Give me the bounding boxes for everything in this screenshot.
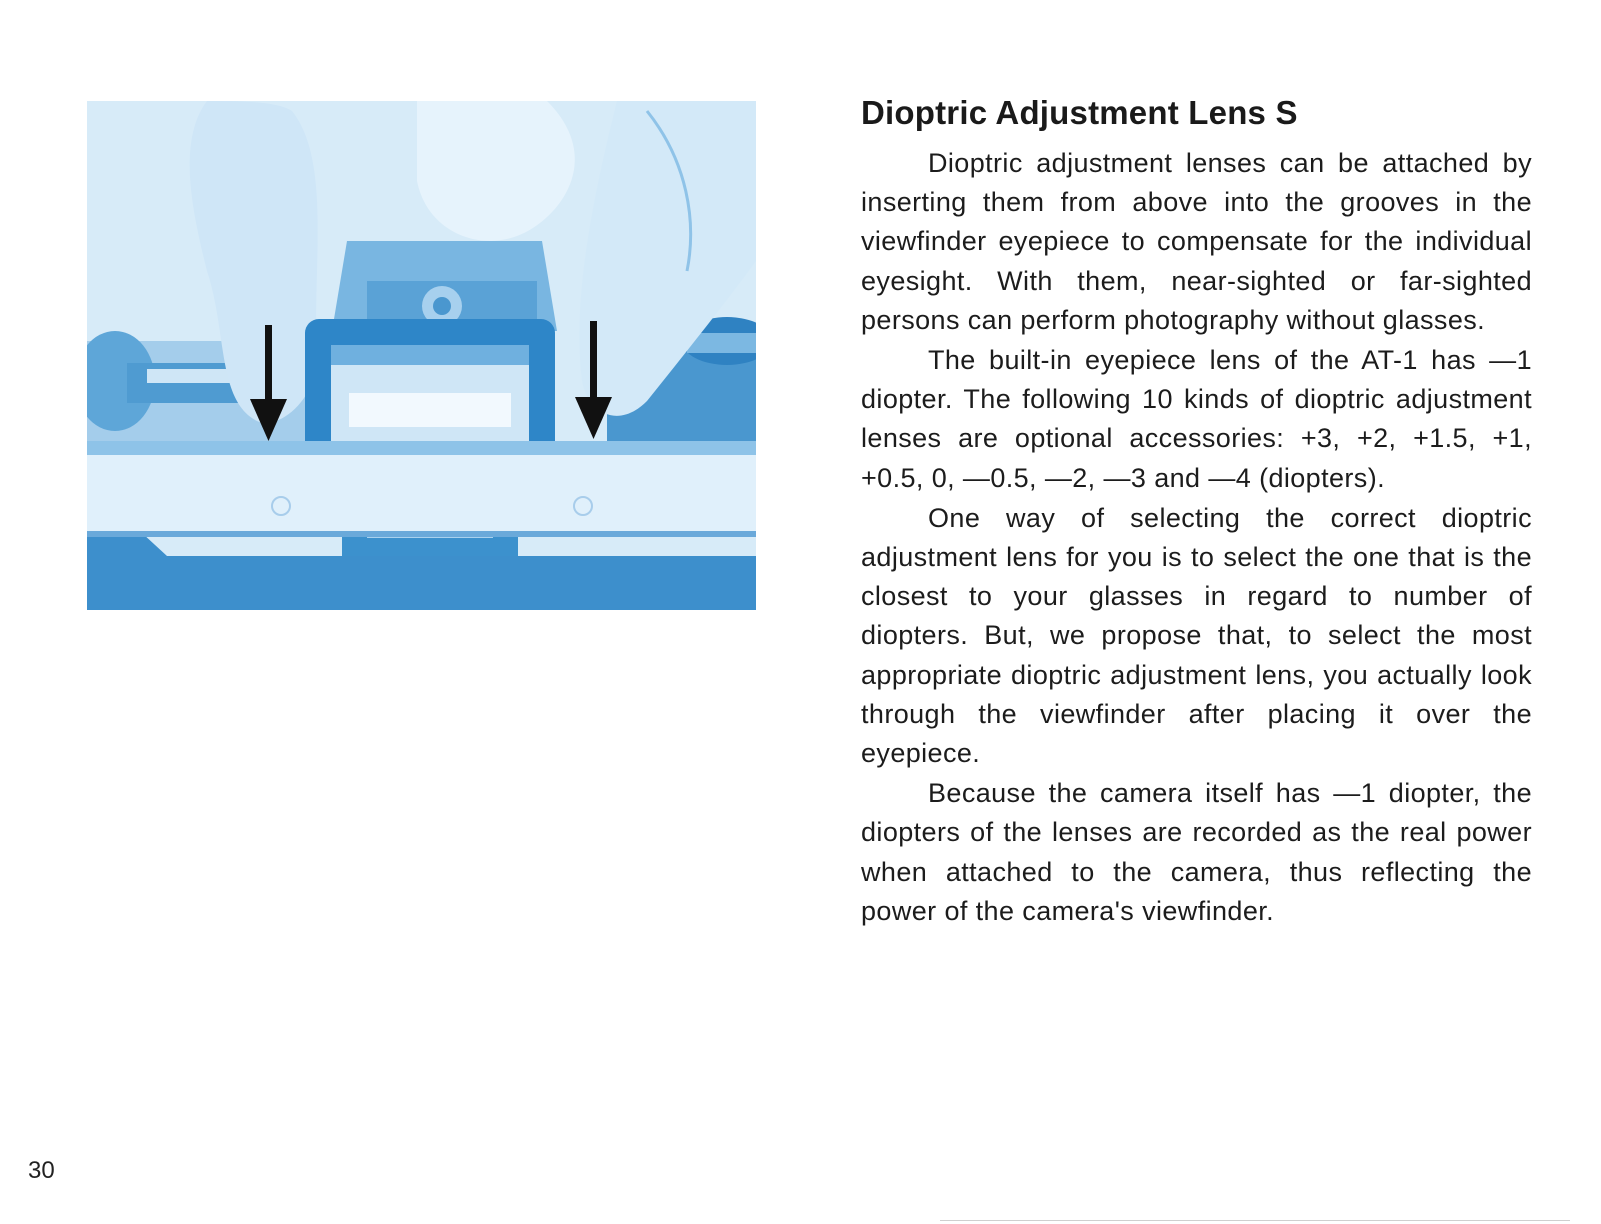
page-edge-line (940, 1220, 1570, 1221)
text-column (861, 88, 1532, 931)
paragraph-diopter-options: The built-in eyepiece lens of the AT-1 has —1 diopter. The following 10 kinds of dioptric adjustment lenses are optional accessories: +3, +2, +1.5, +1, +0.5, 0, —0.5, —2, —3 and —4 (diopters). (861, 345, 1532, 493)
eyepiece-lens-photo (87, 101, 756, 610)
page-number: 30 (28, 1157, 55, 1184)
section-heading: Dioptric Adjustment Lens S (861, 94, 1298, 131)
paragraph-selection: One way of selecting the correct dioptric adjustment lens for you is to select the one that is the closest to your glasses in regard to number of diopters. But, we propose that, to select the most appropriate dioptric adjustment lens, you actually look through the viewfinder after placing it over the eyepiece. (861, 502, 1532, 769)
paragraph-intro: Dioptric adjustment lenses can be attached by inserting them from above into the grooves in the viewfinder eyepiece to compensate for the individual eyesight. With them, near-sighted or far-sighted persons can perform photography without glasses. (861, 148, 1532, 335)
paragraph-camera-diopter: Because the camera itself has —1 diopter, the diopters of the lenses are recorded as the real power when attached to the camera, thus reflecting the power of the camera's viewfinder. (861, 778, 1532, 926)
